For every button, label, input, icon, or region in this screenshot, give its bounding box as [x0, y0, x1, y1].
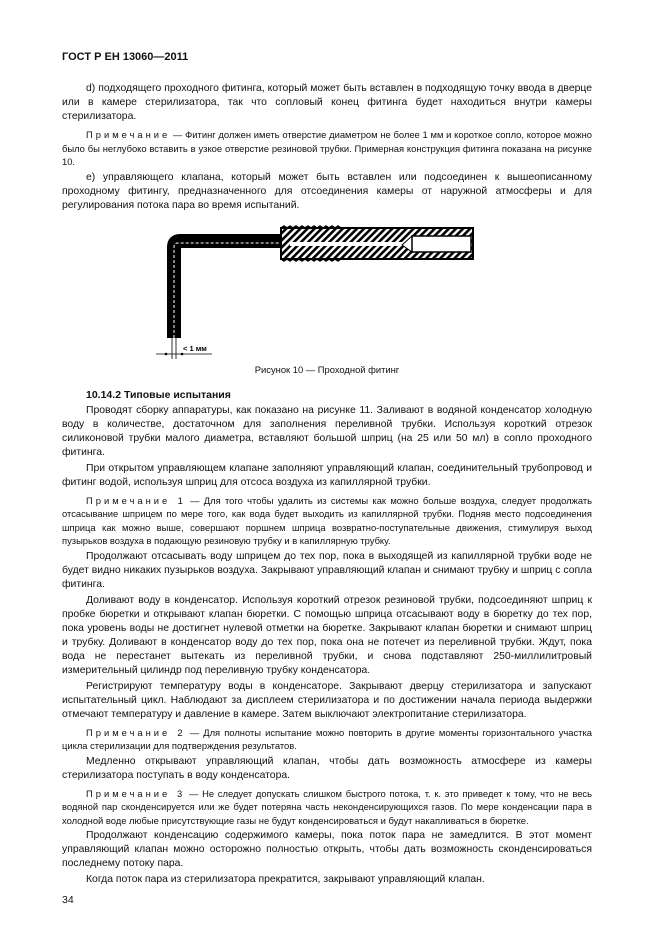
- paragraph: [62, 404, 592, 460]
- paragraph-e: [62, 171, 592, 213]
- paragraph-text: Медленно открывают управляющий клапан, чтобы дать возможность атмосфере из камеры стерилизатора поступать в воду конденсатора.: [62, 755, 592, 781]
- page-content: [62, 0, 592, 937]
- paragraph-text: Регистрируют температуру воды в конденсаторе. Закрывают дверцу стерилизатора и запускают испытательный цикл. Наблюдают за дисплеем стерилизатора и по достижении начала периода выдержки отмечают температуру и давление в камере. Затем выключают электропитание стерилизатора.: [62, 680, 592, 720]
- figure-caption: Рисунок 10 — Проходной фитинг: [254, 363, 400, 375]
- dimension-label: < 1 мм: [183, 343, 207, 353]
- figure-10: [62, 223, 592, 361]
- paragraph: [62, 594, 592, 678]
- section-heading: 10.14.2 Типовые испытания: [86, 388, 231, 401]
- note-3: [62, 787, 592, 828]
- note-label: Примечание 1: [86, 494, 186, 506]
- note-text: — Не следует допускать слишком быстрого потока, т. к. это приведет к тому, что не весь водяной пар сконденсируется или же будет потеряна часть неконденсирующихся газов. По мере конденсации пара в холодной воде любые присутствующие газы не будут конденсироваться и будут накапливаться в бюретке.: [62, 787, 592, 826]
- note-label: Примечание 2: [86, 726, 186, 738]
- paragraph-text: Доливают воду в конденсатор. Используя короткий отрезок резиновой трубки, подсоединяют шприц к пробке бюретки и открывают клапан бюретки. С помощью шприца отсасывают воду в бюретку до тех пор, пока уровень воды не достигнет нулевой отметки на бюретке. Закрывают клапан бюретки и снимают шприц и трубку. Доливают в конденсатор воду до тех пор, пока она не потечет из переливной трубки. Ждут, пока вода не перестанет вытекать из переливной трубки, и снова подставляют 250-миллилитровый измерительный цилиндр под переливную трубку конденсатора.: [62, 594, 592, 676]
- paragraph-text: Продолжают конденсацию содержимого камеры, пока поток пара не замедлится. В этот момент управляющий клапан можно осторожно полностью открыть, чтобы дать возможность сконденсироваться последнему потоку пара.: [62, 830, 592, 869]
- bent-tube: [174, 241, 290, 338]
- note-2: [62, 726, 592, 753]
- figure-fitting-drawing: [0, 223, 646, 361]
- paragraph: [62, 829, 592, 871]
- page-number: 34: [62, 894, 74, 906]
- document-header: ГОСТ Р ЕН 13060—2011: [62, 51, 189, 63]
- paragraph-text: Когда поток пара из стерилизатора прекратится, закрывают управляющий клапан.: [86, 874, 485, 885]
- paragraph: [62, 873, 592, 887]
- paragraph-text: Проводят сборку аппаратуры, как показано на рисунке 11. Заливают в водяной конденсатор холодную воду в количестве, достаточном для заполнения переливной трубки. Используя короткий отрезок силиконовой трубки малого диаметра, вставляют большой шприц (на 25 или 50 мл) в сопло проходного фитинга.: [62, 404, 592, 458]
- paragraph-text: При открытом управляющем клапане заполняют управляющий клапан, соединительный трубопровод и фитинг водой, используя шприц для отсоса воздуха из капиллярной трубки.: [62, 462, 592, 488]
- paragraph-text: Продолжают отсасывать воду шприцем до тех пор, пока в выходящей из капиллярной трубки воде не будет видно никаких пузырьков воздуха. Закрывают управляющий клапан и снимают трубку и шприц с сопла фитинга.: [62, 550, 592, 590]
- threaded-body: [281, 226, 473, 261]
- note-fitting: [62, 128, 592, 169]
- paragraph: [62, 462, 592, 490]
- paragraph: [62, 680, 592, 722]
- note-1: [62, 494, 592, 548]
- note-label: Примечание 3: [86, 787, 186, 799]
- paragraph-text: e) управляющего клапана, который может быть вставлен или подсоединен к вышеописанному проходному фитингу, предназначенного для отсоединения камеры от наружной атмосферы и для регулирования потока пара во время испытаний.: [62, 171, 592, 211]
- paragraph: [62, 755, 592, 783]
- paragraph-d: [62, 82, 592, 124]
- paragraph: [62, 550, 592, 592]
- note-text: — Для полноты испытание можно повторить в другие моменты горизонтального участка цикла стерилизации для подтверждения результатов.: [62, 726, 592, 751]
- note-text: — Фитинг должен иметь отверстие диаметром не более 1 мм и короткое сопло, которое можно было бы неглубоко вставить в узкое отверстие резиновой трубки. Примерная конструкция фитинга показана на рисунке 10.: [62, 129, 592, 167]
- note-label: Примечание: [86, 129, 171, 140]
- note-text: — Для того чтобы удалить из системы как можно больше воздуха, следует продолжать отсасывание шприцем по мере того, как вода будет выходить из капиллярной трубки. Подняв место подсоединения шприца как можно выше, совершают поршнем шприца возвратно-поступательные движения, стимулируя выход пузырьков воздуха в подающую резиновую трубку и в капиллярную трубку.: [62, 494, 592, 546]
- paragraph-text: d) подходящего проходного фитинга, который может быть вставлен в подходящую точку ввода в дверце или в камере стерилизатора, так что сопловый конец фитинга будет находиться внутри камеры стерилизатора.: [62, 83, 592, 122]
